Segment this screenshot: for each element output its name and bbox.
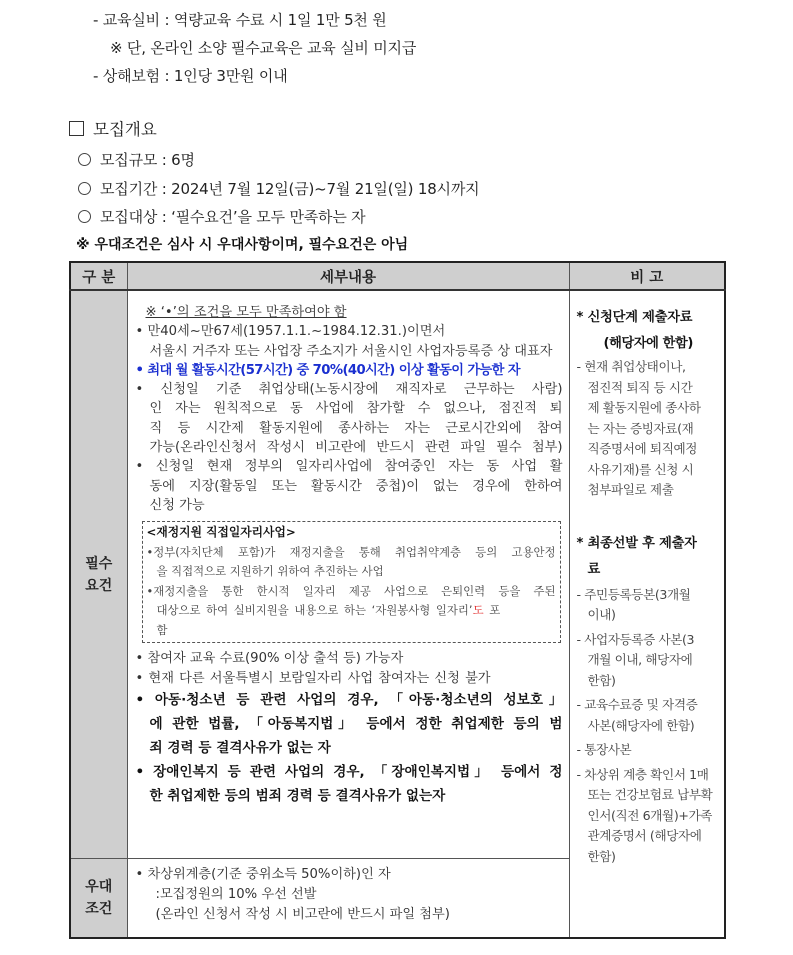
remarks-line: - 사업자등록증 사본(3: [576, 631, 695, 647]
remarks-line: 개월 이내, 해당자에: [587, 652, 693, 667]
preferred-details: [127, 859, 569, 939]
remarks-heading-application: * 신청단계 제출자료: [576, 310, 693, 325]
required-intro-text: ※ ‘•’의 조건을 모두 만족하여야 함: [145, 305, 347, 320]
direct-job-program-box: [142, 521, 561, 643]
preferred-quota: :모집정원의 10% 우선 선발: [155, 887, 317, 902]
required-bullet-child-protection-cont: 에 관한 법률, 「아동복지법」 등에서 정한 취업제한 등의 범: [149, 715, 563, 732]
remarks-line: 점진적 퇴직 등 시간: [587, 379, 693, 395]
circle-bullet-icon: [78, 210, 91, 223]
category-label: 조건: [85, 901, 113, 917]
remarks-line: 제 활동지원에 종사하: [587, 400, 701, 415]
required-bullet-disability-cont: 한 취업제한 등의 범죄 경력 등 결격사유가 없는자: [149, 787, 446, 804]
remarks-low-income-proof: [577, 765, 721, 868]
circle-bullet-icon: [78, 182, 91, 195]
recruit-item-scale: [78, 149, 195, 170]
required-details: [127, 290, 569, 859]
remarks-line: - 통장사본: [576, 742, 632, 757]
remarks-subheading: (해당자에 한함): [603, 336, 693, 351]
square-bullet-icon: [69, 121, 84, 136]
required-bullet-hours: • 최대 월 활동시간(57시간) 중 70%(40시간) 이상 활동이 가능한 자: [135, 362, 520, 378]
remarks-cell: [569, 290, 725, 938]
remarks-line: 한함): [587, 672, 616, 688]
required-bullet-child-protection-cont: 죄 경력 등 결격사유가 없는 자: [149, 739, 331, 756]
remarks-business-registration: [577, 630, 721, 692]
preferred-bullet-low-income: • 차상위계층(기준 중위소득 50%이하)인 자: [135, 867, 391, 882]
remarks-line: 인서(직전 6개월)+가족: [587, 807, 713, 823]
remarks-line: 는 자는 증빙자료(재: [587, 420, 694, 436]
requirements-table: [69, 261, 726, 939]
remarks-line: - 주민등록등본(3개월: [576, 586, 691, 602]
remarks-line: 관계증명서 (해당자에: [587, 828, 702, 843]
required-intro: [136, 303, 569, 322]
required-bullet-disability: • 장애인복지 등 관련 사업의 경우, 「장애인복지법」 등에서 정: [135, 763, 563, 780]
table-header-row: [70, 262, 725, 290]
required-bullet-gov-job: • 신청일 현재 정부의 일자리사업에 참여중인 자는 동 사업 활: [135, 459, 563, 475]
required-bullet-age: • 만40세~만67세(1957.1.1.~1984.12.31.)이면서: [135, 324, 446, 340]
section-title-text: 모집개요: [93, 120, 157, 139]
remarks-line: - 차상위 계층 확인서 1매: [576, 766, 709, 782]
box-text: 포: [483, 603, 501, 618]
category-label: 우대: [85, 879, 113, 895]
circle-bullet-icon: [78, 153, 91, 166]
remarks-bankbook: [577, 740, 721, 761]
preferred-attachment-note: (온라인 신청서 작성 시 비고란에 반드시 파일 첨부): [155, 907, 450, 922]
category-label: 요건: [85, 577, 113, 594]
required-bullet-education: • 참여자 교육 수료(90% 이상 출석 등) 가능자: [135, 651, 404, 667]
recruit-item-target: [78, 206, 365, 227]
intro-line-insurance: - 상해보험 : 1인당 3만원 이내: [93, 67, 288, 85]
remarks-line: 한함): [587, 848, 616, 864]
box-paragraph: •재정지출을 통한 한시적 일자리 제공 사업으로 은퇴인력 등을 주된: [146, 583, 556, 598]
preference-note: ※ 우대조건은 심사 시 우대사항이며, 필수요건은 아님: [76, 237, 409, 253]
section-title: [69, 116, 157, 140]
remarks-line: 또는 건강보험료 납부확: [587, 787, 713, 802]
category-required: [70, 290, 127, 859]
remarks-line: 사본(해당자에 한함): [587, 717, 695, 733]
required-bullet-employment-cont: 인 자는 원칙적으로 동 사업에 참가할 수 없으나, 점진적 퇴: [149, 401, 563, 417]
remarks-resident-registration: [577, 585, 721, 626]
recruit-item-period: [78, 178, 479, 199]
required-bullet-gov-job-cont: 동에 지장(활동일 또는 활동시간 중첩)이 없는 경우에 한하여: [149, 478, 563, 494]
intro-line-education-cost: - 교육실비 : 역량교육 수료 시 1일 1만 5천 원: [93, 11, 387, 29]
remarks-certificates: [577, 695, 721, 736]
box-title: <재정지원 직접일자리사업>: [146, 525, 296, 540]
remarks-heading-final-cont: 료: [587, 561, 601, 577]
category-preferred: [70, 859, 127, 939]
remarks-line: 직증명서에 퇴직예정: [587, 441, 697, 456]
header-remarks: 비 고: [569, 262, 725, 290]
remarks-line: 사유기재)를 신청 시: [587, 461, 694, 477]
remarks-line: 이내): [587, 607, 616, 622]
remarks-employment-proof: [577, 357, 721, 501]
remarks-line: 첨부파일로 제출: [587, 482, 674, 497]
table-row-required: [70, 290, 725, 859]
header-category: 구 분: [70, 262, 127, 290]
box-text: 대상으로 하여 실비지원을 내용으로 하는 ‘자원봉사형 일자리’: [156, 603, 473, 618]
remarks-heading-final: * 최종선발 후 제출자: [576, 535, 697, 551]
remarks-line: - 교육수료증 및 자격증: [576, 697, 698, 712]
recruit-item-text: 모집대상 : ‘필수요건’을 모두 만족하는 자: [100, 208, 366, 226]
intro-line-note: ※ 단, 온라인 소양 필수교육은 교육 실비 미지급: [110, 39, 417, 57]
remarks-line: - 현재 취업상태이나,: [576, 359, 686, 374]
required-bullet-age-cont: 서울시 거주자 또는 사업장 주소지가 서울시인 사업자등록증 상 대표자: [149, 343, 553, 359]
box-paragraph-cont: 을 직접적으로 지원하기 위하여 추진하는 사업: [156, 564, 384, 579]
header-details: 세부내용: [127, 262, 569, 290]
required-bullet-employment: • 신청일 기준 취업상태(노동시장에 재직자로 근무하는 사람): [135, 382, 563, 398]
recruit-item-text: 모집기간 : 2024년 7월 12일(금)~7월 21일(일) 18시까지: [100, 180, 480, 198]
box-paragraph-cont: [147, 601, 556, 621]
box-highlight-text: 도: [472, 603, 484, 618]
required-bullet-child-protection: • 아동·청소년 등 관련 사업의 경우, 「아동·청소년의 성보호」: [135, 691, 563, 708]
category-label: 필수: [85, 555, 113, 572]
required-bullet-gov-job-cont: 신청 가능: [149, 497, 205, 513]
required-bullet-no-duplicate: • 현재 다른 서울특별시 보람일자리 사업 참여자는 신청 불가: [135, 670, 491, 686]
required-bullet-employment-cont: 직 등 시간제 활동지원에 종사하는 자는 근로시간외에 참여: [149, 420, 563, 436]
box-paragraph-cont: 함: [156, 622, 168, 637]
recruit-item-text: 모집규모 : 6명: [100, 151, 195, 169]
required-bullet-employment-cont: 가능(온라인신청서 작성시 비고란에 반드시 관련 파일 필수 첨부): [149, 440, 563, 456]
box-paragraph: •정부(자치단체 포함)가 재정지출을 통해 취업취약계층 등의 고용안정: [146, 544, 556, 559]
